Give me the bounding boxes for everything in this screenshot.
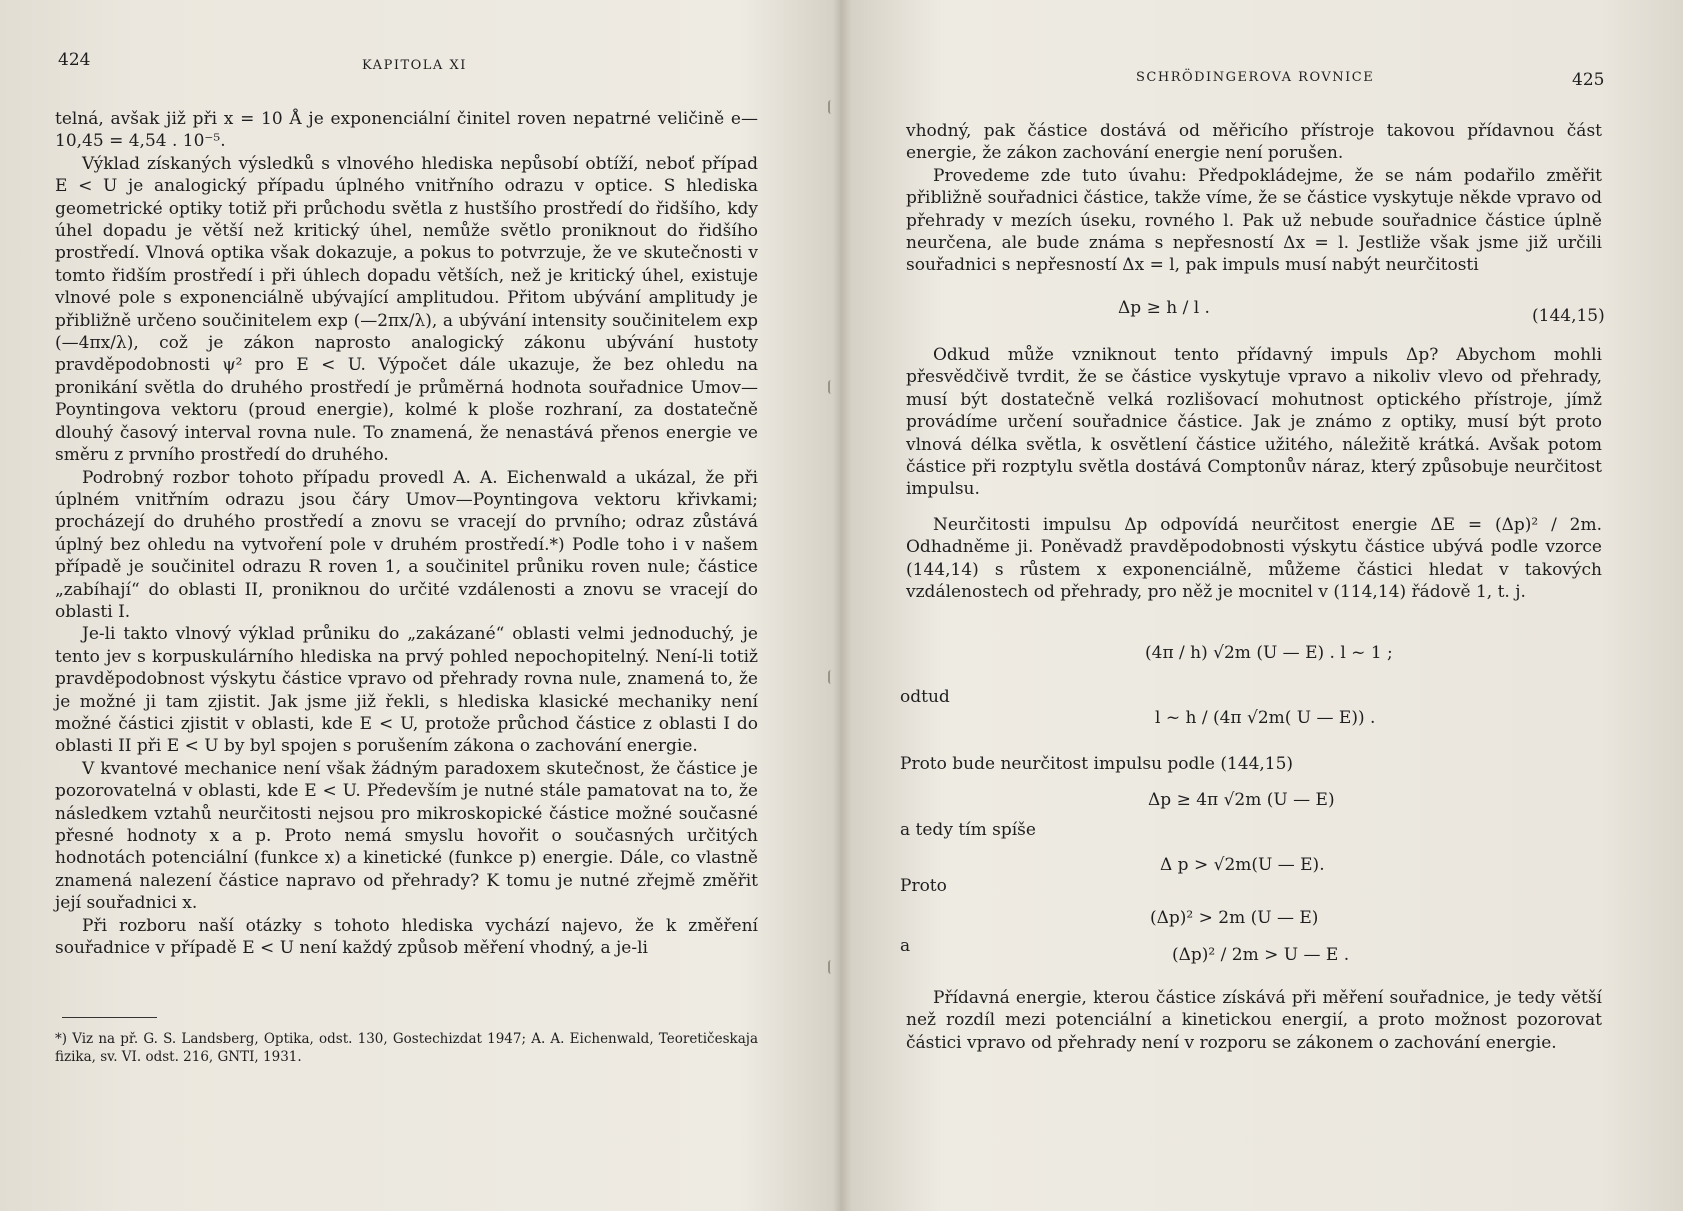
paragraph: Neurčitosti impulsu Δp odpovídá neurčitost energie ΔE = (Δp)² / 2m. Odhadněme ji. Poněvadž pravděpodobnosti výskytu částice ubývá podle vzorce (144,14) s růstem x exponenciálně, můžeme částici hledat v takových vzdálenostech od přehrady, pro něž je mocnitel v (114,14) řádově 1, t. j. [906, 515, 1602, 603]
right-page-body [906, 514, 1602, 604]
text-line: Proto bude neurčitost impulsu podle (144,15) [900, 754, 1294, 774]
page-number: 424 [58, 50, 91, 70]
left-page-body [55, 108, 758, 959]
binding-stitch [828, 960, 836, 974]
left-page [0, 0, 830, 1211]
equation-label: odtud [900, 687, 950, 707]
equation: Δp ≥ h / l . [1118, 298, 1210, 318]
equation: (Δp)² > 2m (U — E) [1150, 908, 1319, 928]
paragraph: vhodný, pak částice dostává od měřicího přístroje takovou přídavnou část energie, že zákon zachování energie není porušen. [906, 121, 1602, 164]
right-page-body [906, 120, 1602, 277]
running-head: SCHRÖDINGEROVA ROVNICE [1136, 70, 1375, 85]
paragraph: Provedeme zde tuto úvahu: Předpokládejme, že se nám podařilo změřit přibližně souřadnici částice, takže víme, že se částice vyskytuje někde vpravo od přehrady v mezích úseku, rovného l. Pak už nebude souřadnice částice úplně neurčena, ale bude známa s nepřesností Δx = l. Jestliže však jsme již určili souřadnici s nepřesností Δx = l, pak impuls musí nabýt neurčitosti [906, 165, 1602, 276]
equation: Δ p > √2m(U — E). [1160, 855, 1325, 875]
equation-number: (144,15) [1532, 306, 1605, 326]
binding-stitch [828, 100, 836, 114]
page-number: 425 [1572, 70, 1605, 90]
right-page-body [906, 987, 1602, 1054]
equation: (Δp)² / 2m > U — E . [1172, 945, 1350, 965]
right-page-body [906, 344, 1602, 501]
running-head: KAPITOLA XI [362, 58, 467, 73]
footnote: *) Viz na př. G. S. Landsberg, Optika, odst. 130, Gostechizdat 1947; A. A. Eichenwald, Teoretičeskaja fizika, sv. VI. odst. 216, GNTI, 1931. [55, 1031, 758, 1065]
paragraph: Výklad získaných výsledků s vlnového hlediska nepůsobí obtíží, neboť případ E < U je analogický případu úplného vnitřního odrazu v optice. S hlediska geometrické optiky totiž při průchodu světla z hustšího prostředí do řidšího, kdy úhel dopadu je větší než kritický úhel, nemůže světlo proniknout do řidšího prostředí. Vlnová optika však dokazuje, a pokus to potvrzuje, že ve skutečnosti v tomto řidším prostředí i při úhlech dopadu větších, než je kritický úhel, existuje vlnové pole s exponenciálně ubývající amplitudou. Přitom ubývání amplitudy je přibližně určeno součinitelem exp (—2πx/λ), a ubývání intensity součinitelem exp (—4πx/λ), což je zákon naprosto analogický zákonu ubývání hustoty pravděpodobnosti ψ² pro E < U. Výpočet dále ukazuje, že bez ohledu na pronikání světla do druhého prostředí je průměrná hodnota souřadnice Umov—Poyntingova vektoru (proud energie), kolmé k ploše rozhraní, za dostatečně dlouhý časový interval rovna nule. To znamená, že nenastává přenos energie ve směru z prvního prostředí do druhého. [55, 153, 758, 466]
binding-stitch [828, 670, 836, 684]
paragraph: Podrobný rozbor tohoto případu provedl A. A. Eichenwald a ukázal, že při úplném vnitřním odrazu jsou čáry Umov—Poyntingova vektoru křivkami; procházejí do druhého prostředí a znovu se vracejí do prvního; odraz zůstává úplný bez ohledu na vytvoření pole v druhém prostředí.*) Podle toho i v našem případě je součinitel odrazu R roven 1, a součinitel průniku roven nule; částice „zabíhají“ do oblasti II, proniknou do určité vzdálenosti a znovu se vracejí do oblasti I. [55, 467, 758, 622]
paragraph: V kvantové mechanice není však žádným paradoxem skutečnost, že částice je pozorovatelná v oblasti, kde E < U. Především je nutné stále pamatovat na to, že následkem vztahů neurčitosti nejsou pro mikroskopické částice možné současné přesné hodnoty x a p. Proto nemá smyslu hovořit o současných určitých hodnotách potenciální (funkce x) a kinetické (funkce p) energie. Dále, co vlastně znamená nalezení částice napravo od přehrady? K tomu je nutné zřejmě změřit její souřadnici x. [55, 758, 758, 914]
equation-label: Proto [900, 876, 947, 896]
equation: Δp ≥ 4π √2m (U — E) [1148, 790, 1335, 810]
equation: (4π / h) √2m (U — E) . l ~ 1 ; [1145, 643, 1393, 663]
paragraph: Odkud může vzniknout tento přídavný impuls Δp? Abychom mohli přesvědčivě tvrdit, že se částice vyskytuje vpravo a nikoliv vlevo od přehrady, musí být dostatečně velká rozlišovací mohutnost optického přístroje, jímž provádíme určení souřadnice částice. Jak je známo z optiky, musí být proto vlnová délka světla, k osvětlení částice užitého, náležitě krátká. Avšak potom částice při rozptylu světla dostává Comptonův náraz, který způsobuje neurčitost impulsu. [906, 345, 1602, 500]
binding-stitch [828, 380, 836, 394]
paragraph: Je-li takto vlnový výklad průniku do „zakázané“ oblasti velmi jednoduchý, je tento jev s korpuskulárního hlediska na prvý pohled nepochopitelný. Není-li totiž pravděpodobnost výskytu částice vpravo od přehrady rovna nule, znamená to, že je možné ji tam zjistit. Jak jsme již řekli, s hlediska klasické mechaniky není možné částici zjistit v oblasti, kde E < U, protože průchod částice z oblasti I do oblasti II při E < U by byl spojen s porušením zákona o zachování energie. [55, 624, 758, 757]
paragraph: Při rozboru naší otázky s tohoto hlediska vychází najevo, že k změření souřadnice v případě E < U není každý způsob měření vhodný, a je-li [55, 915, 758, 959]
paragraph: Přídavná energie, kterou částice získává při měření souřadnice, je tedy větší než rozdíl mezi potenciální a kinetickou energií, a proto možnost pozorovat částici vpravo od přehrady není v rozporu se zákonem o zachování energie. [906, 988, 1602, 1053]
footnote-rule [62, 1017, 157, 1018]
text-line: a tedy tím spíše [900, 820, 1036, 840]
equation-label: a [900, 936, 911, 956]
paragraph: telná, avšak již při x = 10 Å je exponenciální činitel roven nepatrné veličině e—10,45 = 4,54 . 10⁻⁵. [55, 109, 758, 152]
equation: l ~ h / (4π √2m( U — E)) . [1155, 708, 1376, 728]
